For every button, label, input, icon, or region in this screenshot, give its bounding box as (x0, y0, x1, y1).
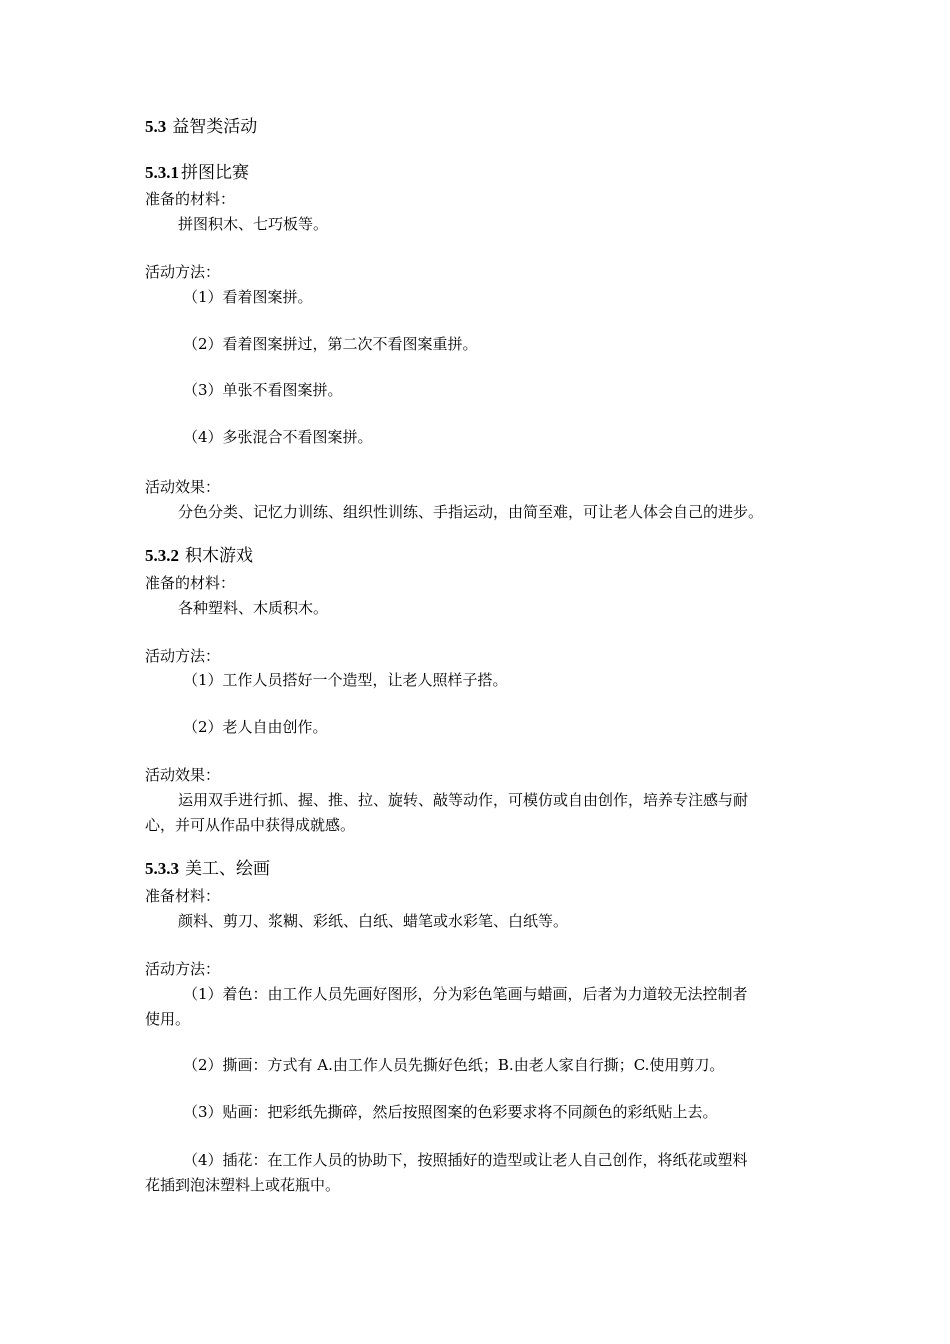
method-item: （3）贴画：把彩纸先撕碎，然后按照图案的色彩要求将不同颜色的彩纸贴上去。 (183, 1103, 718, 1121)
subsection-heading (145, 162, 249, 184)
materials-text: 颜料、剪刀、浆糊、彩纸、白纸、蜡笔或水彩笔、白纸等。 (178, 912, 569, 930)
materials-label: 准备材料： (145, 887, 221, 905)
methods-label: 活动方法： (145, 647, 221, 665)
method-item: （3）单张不看图案拼。 (183, 381, 343, 399)
method-item: （1）工作人员搭好一个造型，让老人照样子搭。 (183, 671, 508, 689)
materials-label: 准备的材料： (145, 574, 236, 592)
method-item: （1）着色：由工作人员先画好图形，分为彩色笔画与蜡画，后者为力道较无法控制者 (183, 985, 748, 1003)
section-number: 5.3 (145, 117, 167, 136)
methods-label: 活动方法： (145, 960, 221, 978)
method-item-continuation: 花插到泡沫塑料上或花瓶中。 (145, 1176, 341, 1194)
section-heading (145, 116, 257, 138)
subsection-heading (145, 545, 253, 567)
effects-text: 心，并可从作品中获得成就感。 (145, 816, 356, 834)
method-item: （2）老人自由创作。 (183, 718, 328, 736)
method-item: （4）插花：在工作人员的协助下，按照插好的造型或让老人自己创作，将纸花或塑料 (183, 1151, 748, 1169)
effects-label: 活动效果： (145, 766, 221, 784)
subsection-title: 积木游戏 (185, 546, 253, 566)
effects-label: 活动效果： (145, 478, 221, 496)
subsection-heading (145, 858, 270, 880)
subsection-title: 美工、绘画 (185, 859, 270, 879)
materials-text: 各种塑料、木质积木。 (178, 599, 329, 617)
effects-text: 分色分类、记忆力训练、组织性训练、手指运动，由简至难，可让老人体会自己的进步。 (178, 503, 764, 521)
method-item: （4）多张混合不看图案拼。 (183, 428, 373, 446)
method-item-continuation: 使用。 (145, 1010, 191, 1028)
subsection-number: 5.3.3 (145, 859, 179, 878)
method-item: （1）看着图案拼。 (183, 288, 313, 306)
effects-text: 运用双手进行抓、握、推、拉、旋转、敲等动作，可模仿或自由创作，培养专注感与耐 (178, 791, 749, 809)
materials-label: 准备的材料： (145, 190, 236, 208)
subsection-number: 5.3.2 (145, 546, 179, 565)
subsection-number: 5.3.1 (145, 163, 179, 182)
methods-label: 活动方法： (145, 263, 221, 281)
method-item: （2）撕画：方式有 A.由工作人员先撕好色纸；B.由老人家自行撕；C.使用剪刀。 (183, 1056, 725, 1074)
materials-text: 拼图积木、七巧板等。 (178, 215, 329, 233)
method-item: （2）看着图案拼过，第二次不看图案重拼。 (183, 335, 478, 353)
subsection-title: 拼图比赛 (181, 163, 249, 183)
section-title: 益智类活动 (172, 117, 258, 137)
